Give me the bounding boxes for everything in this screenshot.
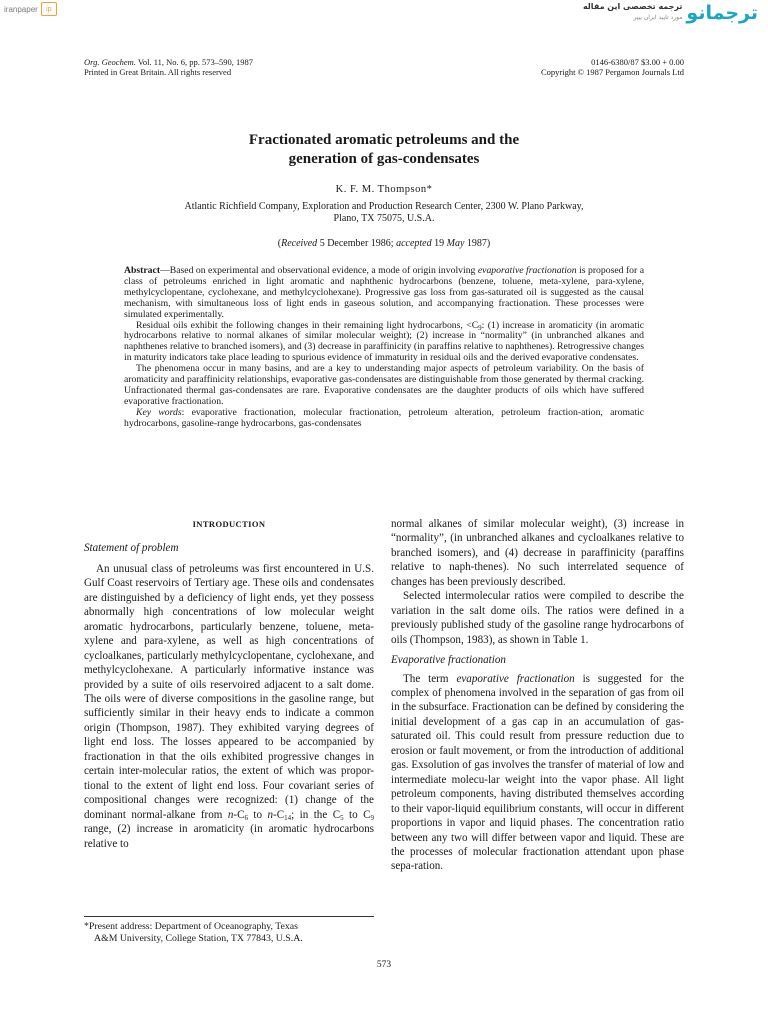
footnote: *Present address: Department of Oceanography, Texas A&M University, College Station, TX 77843, U.S.A. [84,921,303,944]
received-dates: (Received 5 December 1986; accepted 19 May 1987) [277,238,491,249]
abstract [124,266,644,430]
intro-paragraph-1: An unusual class of petroleums was first encountered in U.S. Gulf Coast reservoirs of Tertiary age. These oils and condensates are distinguished by a deficiency of light ends, yet they possess abnormally high concentrations of low molecular weight aromatic hydrocarbons, particularly benzene, toluene, meta-xylene and para-xylene, as well as high concentrations of cycloalkanes, particularly methylcyclopentane, cyclohexane, and methylcyclohexane. A particularly informative instance was provided by a suite of oils reservoired adjacent to a salt dome. The oils were of diverse compositions in the gasoline range, but sufficiently similar in their heavy ends to indicate a common origin (Thompson, 1987). They exhibited varying degrees of light end loss. The losses appeared to be accompanied by fractionation in that the oils exhibited progressive changes in certain inter-molecular ratios, the extent of which was propor-tional to the extent of light end loss. Four covariant series of compositional changes were recognized: (1) change of the dominant normal-alkane from $n-C_6$ to $n-C_{14}$; in the $C_5$ to $C_9$ range, (2) increase in aromaticity (in aromatic hydrocarbons relative to [84,562,374,850]
watermark-line1: ترجمه تخصصی این مقاله [582,2,683,11]
evaporative-paragraph: The term evaporative fractionation is suggested for the complex of phenomena involved in the separation of gas from oil in the subsurface. Fractionation can be defined by considering the initial development of a gas cap in an accumulation of gas-saturated oil. This could result from pressure reduction due to erosion or fault movement, or from the introduction of additional gas. Exsolution of gas involves the transfer of material of low and intermediate molecu-lar weight into the vapor phase. All light petroleum components, having distributed themselves according to their vapor-liquid equilibrium constants, will occur in different proportions in vapor and liquid phases. The concentration ratio between any two will differ between vapor and liquid. These are the processes of molecular fractionation attendant upon phase sepa-ration. [391,672,685,873]
iranpaper-watermark-text: iranpaper [4,4,38,14]
author: K. F. M. Thompson* [335,184,433,195]
journal-citation-line2: Printed in Great Britain. All rights reserved [84,67,232,77]
iranpaper-logo-icon: ip [41,2,57,16]
abstract-p3: The phenomena occur in many basins, and are a key to understanding major aspects of petroleum variability. On the basis of aromaticity and paraffinicity relationships, evaporative gas-condensates are distinguishable from those generated by thermal cracking. Unfractionated thermal gas-condensates are rare. Evaporative condensates are the daughter products of oils which have suffered evaporative fractionation. [124,363,644,407]
abstract-p1: Abstract—Based on experimental and observational evidence, a mode of origin involving evaporative fractionation is proposed for a class of petroleums enriched in light aromatic and naphthenic hydrocarbons (benzene, toluene, meta-xylene, para-xylene, methylcyclopentane, cyclohexane, and methylcyclohexane). Progressive gas loss from gas-saturated oil is suggested as the causal mechanism, with simultaneous loss of light ends in gaseous solution, and accompanying fractionation. These processes were simulated experimentally. [124,265,645,320]
footnote-rule [84,916,374,917]
intro-paragraph-1-continued: normal alkanes of similar molecular weight), (3) increase in “normality”, (in unbranched alkanes and cycloalkanes relative to branched isomers), and (4) decrease in paraffinicity (paraffins relative to naph-thenes). No such interrelated sequence of changes has been previously described. [391,518,684,588]
copyright-line: Copyright © 1987 Pergamon Journals Ltd [540,67,684,77]
affiliation: Atlantic Richfield Company, Exploration and Production Research Center, 2300 W. Plano Parkway, Plano, TX 75075, U.S.A. [184,201,584,224]
tarjomano-watermark [583,2,758,24]
page-number: 573 [376,960,392,970]
journal-citation [84,57,253,77]
keywords: Key words: evaporative fractionation, molecular fractionation, petroleum alteration, petroleum fraction-ation, aromatic hydrocarbons, gasoline-range hydrocarbons, gas-condensates [124,406,645,429]
abstract-p2: Residual oils exhibit the following changes in their remaining light hydrocarbons, $<C_9$: (1) increase in aromaticity (in aromatic hydrocarbons relative to normal alkanes of similar molecular weight); (2) increase in “normality” (in unbranched alkanes and naphthenes relative to branched isomers), and (3) decrease in paraffinicity (in paraffins relative to naphthenes). Retrogressive changes in maturity indicators take place leading to spurious evidence of immaturity in residual oils and the derived evaporative condensates. [124,319,645,364]
journal-citation-line1: Org. Geochem. Vol. 11, No. 6, pp. 573–590, 1987 [84,57,254,67]
iranpaper-watermark [4,2,57,16]
body-left-column [84,515,374,851]
paper-title: Fractionated aromatic petroleums and the generation of gas-condensates [248,132,520,167]
watermark-line2: مورد تایید ایران پیپر [633,14,683,21]
issn-price: 0146-6380/87 $3.00 + 0.00 [591,57,684,67]
copyright-block [541,57,684,77]
body-right-column [391,517,684,874]
section-heading-introduction: INTRODUCTION [192,519,266,529]
subheading-statement-of-problem: Statement of problem [84,542,179,555]
subheading-evaporative-fractionation: Evaporative fractionation [391,654,506,667]
tarjomano-logo-icon: ترجمانو [686,2,758,24]
intro-paragraph-2: Selected intermolecular ratios were compiled to describe the variation in the salt dome oils. The ratios were defined in a previously published study of the gasoline range hydrocarbons of oils (Thompson, 1983), as shown in Table 1. [391,590,684,646]
